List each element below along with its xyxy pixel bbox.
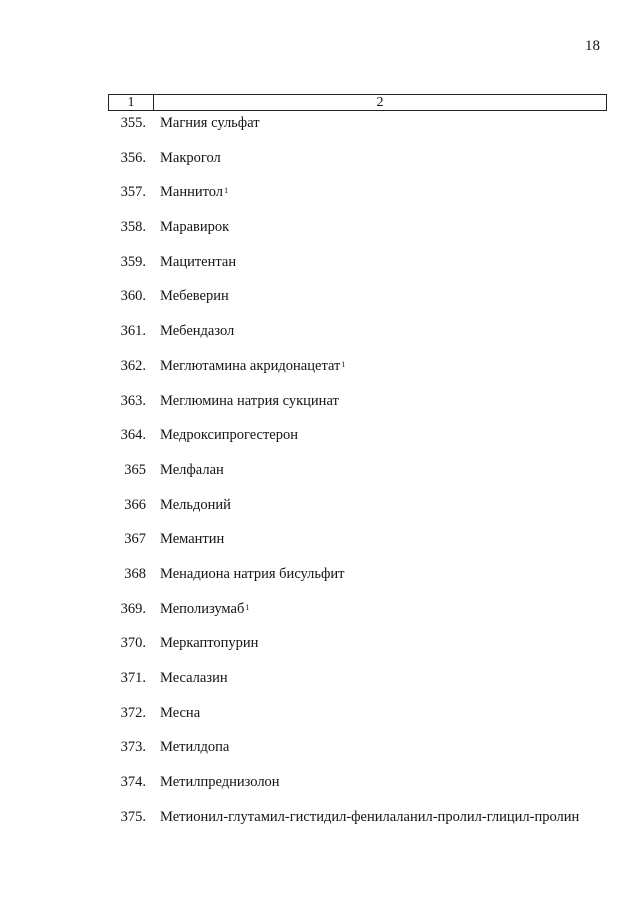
drug-name: Мельдоний [160, 496, 231, 513]
table-row [0, 770, 640, 805]
table-row [0, 284, 640, 319]
drug-name: Мацитентан [160, 253, 237, 270]
drug-name: Магния сульфат [160, 115, 260, 131]
table-header [108, 94, 607, 111]
drug-name: Меркаптопурин [160, 635, 259, 652]
table-row [0, 735, 640, 770]
drug-name: Меглютамина акридонацетат$^1$ [160, 357, 346, 374]
drug-name: Метилпреднизолон [160, 774, 280, 791]
table-row [0, 215, 640, 250]
drug-name: Мебендазол [160, 323, 235, 340]
row-number: 375. [120, 808, 146, 825]
drug-name: Метионил-глутамил-гистидил-фенилаланил-пролил-глицил-пролин [160, 808, 580, 825]
table-row [0, 319, 640, 354]
drug-name: Меполизумаб$^1$ [160, 600, 250, 617]
row-number: 360. [120, 288, 146, 305]
row-number: 366 [124, 496, 146, 513]
table-row [0, 146, 640, 181]
row-number: 359. [120, 253, 146, 270]
row-number: 374. [120, 774, 146, 791]
row-number: 368 [124, 565, 146, 582]
row-number: 364. [120, 427, 146, 444]
drug-name: Мемантин [160, 531, 225, 548]
drug-name: Месалазин [160, 670, 228, 686]
row-number: 358. [120, 219, 146, 236]
table-row [0, 666, 640, 701]
drug-name: Мебеверин [160, 288, 229, 305]
table-row [0, 458, 640, 493]
table-row [0, 493, 640, 528]
row-number: 355. [120, 115, 146, 131]
table-row [0, 701, 640, 736]
drug-name: Макрогол [160, 149, 221, 166]
drug-name: Менадиона натрия бисульфит [160, 565, 345, 582]
drug-name: Мелфалан [160, 461, 224, 478]
row-number: 362. [120, 357, 146, 374]
row-number: 356. [120, 149, 146, 166]
row-number: 372. [120, 704, 146, 721]
footnote-marker: 1 [341, 359, 346, 369]
drug-name: Месна [160, 704, 201, 721]
table-row [0, 423, 640, 458]
drug-name: Меглюмина натрия сукцинат [160, 392, 339, 409]
table-header-col-2: 2 [376, 94, 384, 110]
table-row [0, 562, 640, 597]
page-number: 18 [585, 38, 600, 54]
row-number: 373. [120, 739, 146, 756]
table-row [0, 631, 640, 666]
drug-name: Метилдопа [160, 739, 230, 756]
row-number: 363. [120, 392, 146, 409]
table-header-col-1: 1 [109, 95, 154, 110]
row-number: 367 [124, 531, 146, 548]
row-number: 361. [120, 323, 146, 340]
table-row [0, 597, 640, 632]
table-row [0, 527, 640, 562]
drug-name: Маравирок [160, 219, 230, 236]
table-row [0, 180, 640, 215]
drug-name: Медроксипрогестерон [160, 427, 298, 444]
footnote-marker: 1 [245, 602, 250, 612]
table-row [0, 250, 640, 285]
row-number: 365 [124, 461, 146, 478]
drug-name: Маннитол$^1$ [160, 184, 229, 201]
row-number: 357. [120, 184, 146, 201]
table-row [0, 389, 640, 424]
row-number: 371. [120, 670, 146, 686]
table-row [0, 805, 640, 840]
row-number: 370. [120, 635, 146, 652]
footnote-marker: 1 [224, 186, 229, 196]
table-row [0, 111, 640, 146]
table-row [0, 354, 640, 389]
row-number: 369. [120, 600, 146, 617]
drug-list [0, 111, 640, 839]
